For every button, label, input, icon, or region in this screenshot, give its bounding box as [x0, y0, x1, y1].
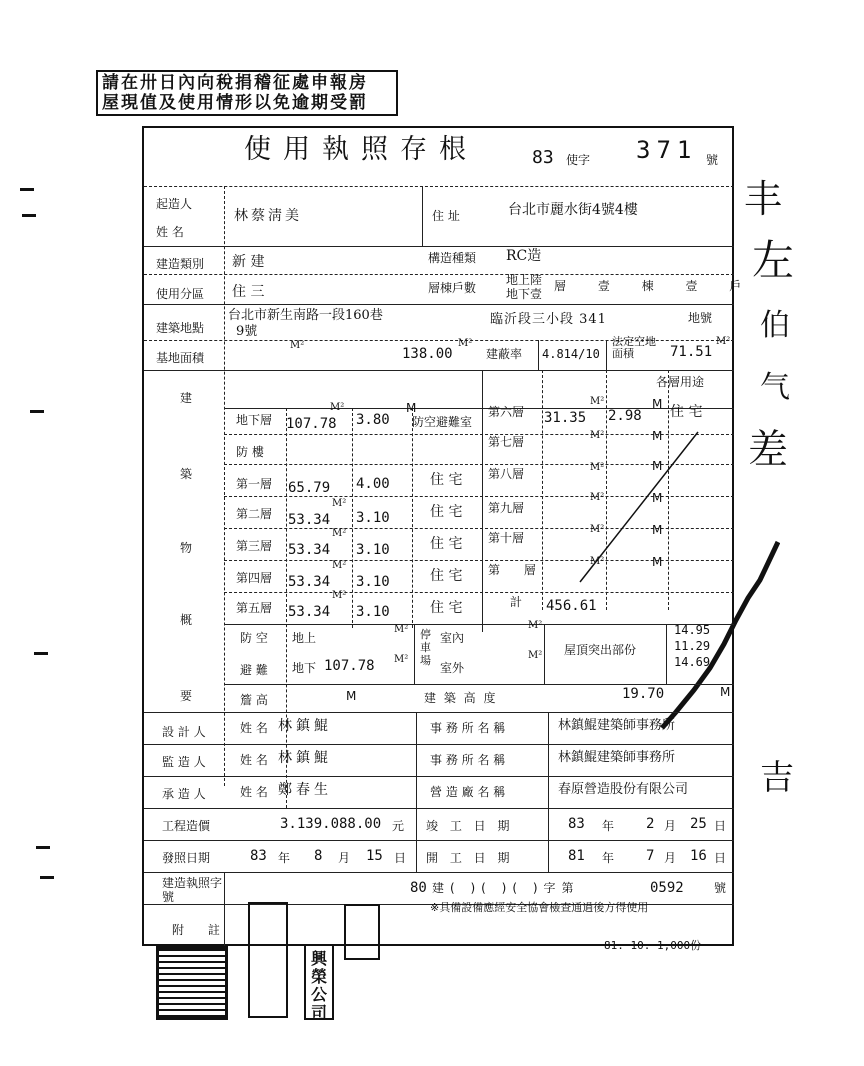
label-f4: 第四層	[236, 571, 273, 585]
label-builder: 起造人	[156, 197, 193, 211]
unit-m2: M²	[290, 340, 305, 351]
label-building-summary-1: 建	[180, 391, 193, 405]
label-underground: 地下	[292, 661, 317, 675]
speck	[22, 214, 36, 217]
label-legal-open-space: 法定空地面積	[612, 335, 656, 360]
label-start-date: 開 工 日 期	[426, 851, 514, 865]
unit-m2: M²	[590, 462, 605, 473]
builder-name: 林蔡淸美	[234, 208, 302, 224]
label-supervisor-office: 事 務 所 名 稱	[430, 753, 506, 767]
unit-year: 年	[602, 851, 615, 865]
margin-mark-6: 吉	[760, 758, 794, 798]
legal-open-space: 71.51	[670, 344, 713, 360]
label-contractor-name: 姓 名	[240, 785, 268, 799]
unit-month: 月	[338, 851, 351, 865]
f5-use: 住 宅	[430, 600, 463, 616]
unit-m: M	[652, 429, 663, 443]
label-notes: 附 註	[172, 923, 230, 937]
unit-m2: M²	[332, 560, 347, 571]
completion-day: 25	[690, 816, 707, 832]
issue-year: 83	[250, 848, 267, 864]
f3-area: 53.34	[288, 542, 331, 558]
coverage: 4.814/10	[542, 347, 600, 361]
label-shelter: 防 空	[240, 631, 268, 645]
issue-month: 8	[314, 848, 323, 864]
basement-area: 107.78	[286, 416, 337, 432]
floors-above: 地上陸	[506, 273, 543, 287]
office-seal	[156, 946, 228, 1020]
f6-height: 2.98	[608, 408, 642, 424]
company-seal: 興榮公司	[304, 944, 334, 1020]
label-building-summary-3: 物	[180, 541, 193, 555]
unit-day: 日	[714, 819, 727, 833]
floors-detail: 層 壹 棟 壹 戶	[554, 279, 756, 293]
margin-mark-5: 差	[748, 427, 788, 473]
print-run: 81. 10. 1,000份	[604, 939, 702, 952]
permit-number-ref: 0592	[650, 880, 684, 896]
safety-note: ※具備設備應經安全協會檢查通過後方得使用	[430, 901, 649, 914]
margin-mark-3: 伯	[760, 308, 790, 343]
unit-year: 年	[278, 851, 291, 865]
label-coverage: 建蔽率	[486, 347, 523, 361]
unit-m2: M²	[332, 528, 347, 539]
label-supervisor-name: 姓 名	[240, 753, 268, 767]
unit-m: M	[652, 491, 663, 505]
label-f9: 第九層	[488, 501, 525, 515]
label-building-summary-2: 築	[180, 467, 193, 481]
unit-m2: M²	[332, 498, 347, 509]
permit-word: 使字	[566, 153, 591, 167]
label-outdoor: 室外	[440, 661, 465, 675]
unit-day: 日	[394, 851, 407, 865]
label-eave-height: 簷 高	[240, 693, 268, 707]
unit-m2: M²	[332, 590, 347, 601]
completion-year: 83	[568, 816, 585, 832]
building-height: 19.70	[622, 686, 665, 702]
site-line-1: 台北市新生南路一段160巷	[228, 308, 383, 323]
f4-height: 3.10	[356, 574, 390, 590]
contractor-firm: 春原營造股份有限公司	[558, 782, 689, 797]
permit-number: 371	[636, 136, 698, 164]
permit-word-ref: 建( )( )( )字第	[432, 881, 580, 895]
void-strike	[574, 428, 704, 588]
label-ground: 地上	[292, 631, 317, 645]
unit-m2: M²	[590, 556, 605, 567]
structure-type: RC造	[506, 248, 542, 264]
unit-hao: 號	[714, 881, 727, 895]
label-contractor: 承 造 人	[162, 787, 206, 801]
margin-mark-2: 左	[752, 236, 795, 285]
f3-use: 住 宅	[430, 536, 463, 552]
label-designer-name: 姓 名	[240, 721, 268, 735]
unit-m: M	[720, 685, 731, 699]
label-building-summary-4: 概	[180, 613, 193, 627]
f2-height: 3.10	[356, 510, 390, 526]
start-day: 16	[690, 848, 707, 864]
unit-m: M	[652, 523, 663, 537]
lot-section: 臨沂段三小段 341	[490, 312, 607, 327]
rooftop-3: 14.69	[674, 655, 711, 669]
floors-below: 地下壹	[506, 287, 543, 301]
unit-m2: M²	[528, 620, 543, 631]
label-f6: 第六層	[488, 405, 525, 419]
label-designer: 設 計 人	[162, 725, 206, 739]
label-site-area: 基地面積	[156, 351, 205, 365]
unit-m2: M²	[590, 396, 605, 407]
margin-mark-1: 丰	[744, 177, 783, 221]
build-type: 新 建	[232, 254, 265, 270]
unit-year: 年	[602, 819, 615, 833]
label-total: 計	[510, 595, 523, 609]
basement-height: 3.80	[356, 412, 390, 428]
use-zone: 住 三	[232, 284, 265, 300]
label-evacuation: 避 難	[240, 663, 268, 677]
site-area: 138.00	[402, 346, 453, 362]
unit-m2: M²	[716, 336, 731, 347]
total-area: 456.61	[546, 598, 597, 614]
completion-month: 2	[646, 816, 655, 832]
unit-m: M	[346, 689, 357, 703]
f1-use: 住 宅	[430, 472, 463, 488]
label-rooftop: 屋頂突出部份	[564, 643, 637, 657]
unit-m2: M²	[590, 430, 605, 441]
label-floor-use: 各層用途	[656, 375, 705, 389]
label-cost: 工程造價	[162, 819, 211, 833]
unit-m: M	[652, 397, 663, 411]
rooftop-1: 14.95	[674, 623, 711, 637]
unit-m2: M²	[394, 624, 409, 635]
start-month: 7	[646, 848, 655, 864]
unit-month: 月	[664, 819, 677, 833]
margin-mark-4: 气	[760, 370, 790, 405]
label-f7: 第七層	[488, 435, 525, 449]
label-parking: 停車場	[420, 628, 431, 667]
signature-stamp-2	[344, 904, 380, 960]
label-lot-no: 地號	[688, 311, 713, 325]
label-permit-no: 建造執照字號	[162, 876, 223, 904]
speck	[36, 846, 50, 849]
speck	[34, 652, 48, 655]
f1-height: 4.00	[356, 476, 390, 492]
permit-stub-form	[142, 126, 756, 946]
f6-use: 住 宅	[670, 404, 703, 420]
reminder-line-1: 請在卅日內向稅捐稽征處申報房	[102, 73, 368, 93]
signature-stamp-1	[248, 902, 288, 1018]
contractor-name: 鄭春生	[278, 782, 332, 798]
unit-m: M	[652, 555, 663, 569]
label-building-summary-5: 要	[180, 689, 193, 703]
label-name: 姓 名	[156, 225, 184, 239]
unit-m2: M²	[590, 492, 605, 503]
f4-area: 53.34	[288, 574, 331, 590]
label-f8: 第八層	[488, 467, 525, 481]
start-year: 81	[568, 848, 585, 864]
label-completion-date: 竣 工 日 期	[426, 819, 514, 833]
unit-m: M	[406, 401, 417, 415]
permit-year: 83	[532, 147, 554, 168]
f1-area: 65.79	[288, 480, 331, 496]
rooftop-2: 11.29	[674, 639, 711, 653]
permit-year-ref: 80	[410, 880, 427, 896]
unit-m2: M²	[394, 654, 409, 665]
reminder-stamp	[96, 70, 398, 116]
designer-name: 林鎮鯤	[278, 718, 332, 734]
shelter-underground-area: 107.78	[324, 658, 375, 674]
reminder-line-2: 屋現值及使用情形以免逾期受罰	[102, 93, 368, 113]
label-designer-office: 事 務 所 名 稱	[430, 721, 506, 735]
site-line-2: 9號	[236, 324, 258, 339]
f5-area: 53.34	[288, 604, 331, 620]
label-building-height: 建 築 高 度	[424, 691, 498, 705]
designer-office: 林鎮鯤建築師事務所	[558, 718, 676, 733]
label-address: 住 址	[432, 209, 460, 223]
label-build-type: 建造類別	[156, 257, 205, 271]
f3-height: 3.10	[356, 542, 390, 558]
label-f2: 第二層	[236, 507, 273, 521]
permit-suffix: 號	[706, 153, 719, 167]
supervisor-office: 林鎮鯤建築師事務所	[558, 750, 676, 765]
speck	[30, 410, 44, 413]
label-mezzanine: 防 樓	[236, 445, 264, 459]
label-f3: 第三層	[236, 539, 273, 553]
label-issue-date: 發照日期	[162, 851, 211, 865]
speck	[20, 188, 34, 191]
label-contractor-firm: 營 造 廠 名 稱	[430, 785, 506, 799]
cost: 3.139.088.00	[280, 816, 382, 832]
issue-day: 15	[366, 848, 383, 864]
unit-m: M	[652, 459, 663, 473]
f5-height: 3.10	[356, 604, 390, 620]
form-title: 使用執照存根	[244, 134, 478, 165]
label-use-zone: 使用分區	[156, 287, 205, 301]
f6-area: 31.35	[544, 410, 587, 426]
label-basement: 地下層	[236, 413, 273, 427]
builder-address: 台北市麗水街4號4樓	[508, 202, 638, 218]
unit-day: 日	[714, 851, 727, 865]
label-structure: 構造種類	[428, 251, 477, 265]
label-yuan: 元	[392, 819, 405, 833]
f2-area: 53.34	[288, 512, 331, 528]
supervisor-name: 林鎮鯤	[278, 750, 332, 766]
label-site: 建築地點	[156, 321, 205, 335]
label-indoor: 室內	[440, 631, 465, 645]
label-f10: 第十層	[488, 531, 525, 545]
label-f1: 第一層	[236, 477, 273, 491]
unit-month: 月	[664, 851, 677, 865]
f4-use: 住 宅	[430, 568, 463, 584]
basement-use: 防空避難室	[412, 415, 473, 429]
unit-m2: M²	[590, 524, 605, 535]
label-f5: 第五層	[236, 601, 273, 615]
label-f-extra: 第 層	[488, 563, 546, 577]
speck	[40, 876, 54, 879]
unit-m2: M²	[528, 650, 543, 661]
unit-m2: M²	[330, 402, 345, 413]
label-floors: 層棟戶數	[428, 281, 477, 295]
unit-m2: M²	[458, 338, 473, 349]
f2-use: 住 宅	[430, 504, 463, 520]
label-supervisor: 監 造 人	[162, 755, 206, 769]
